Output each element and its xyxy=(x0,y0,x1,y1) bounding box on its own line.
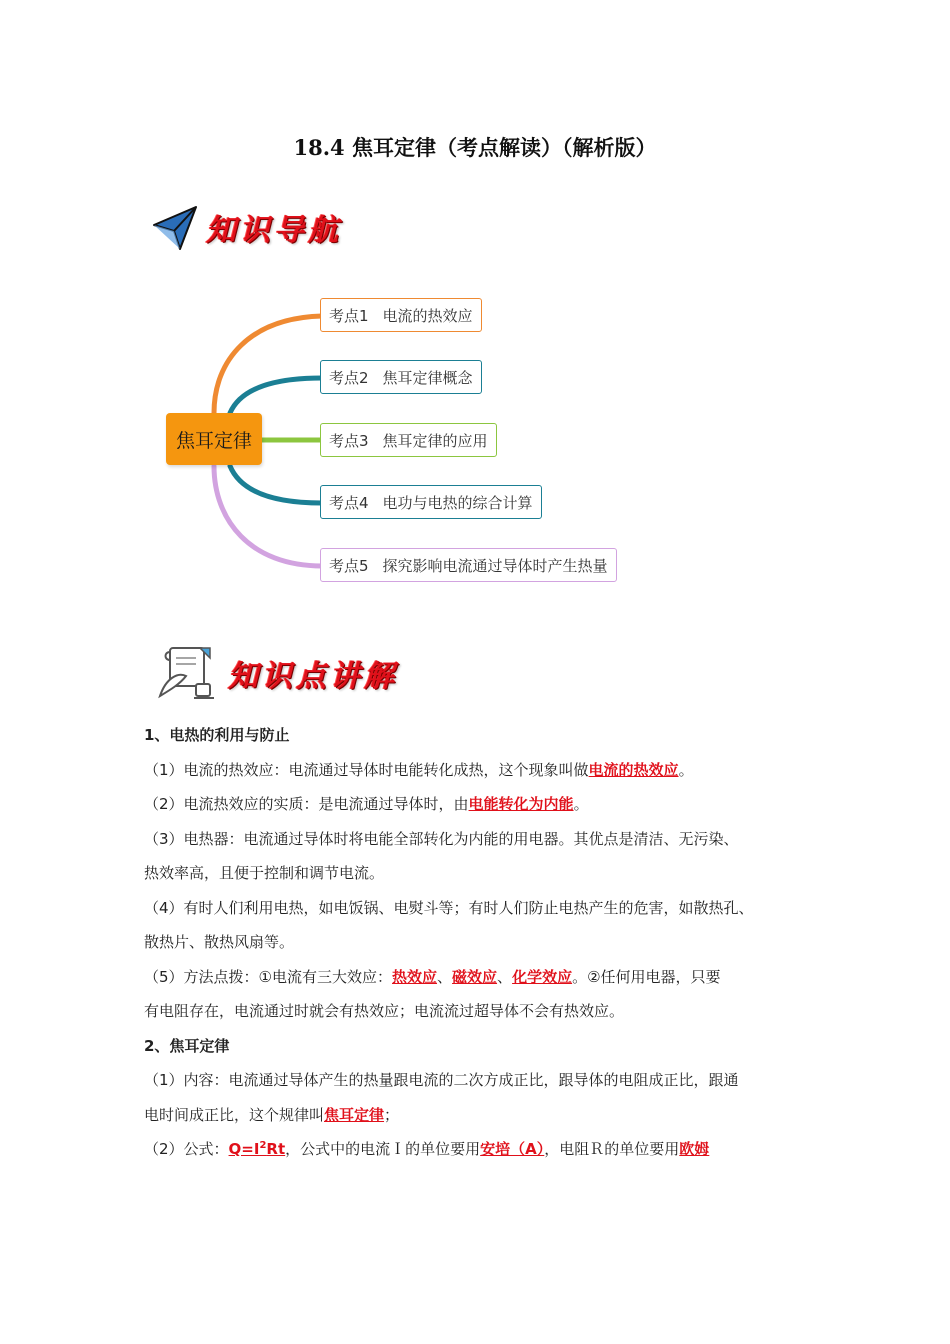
section-heading: 2、焦耳定律 xyxy=(144,1036,230,1055)
mindmap-node-5 xyxy=(320,548,617,582)
answer-highlight: 焦耳定律 xyxy=(324,1105,385,1124)
text: ，电阻Ｒ的单位要用 xyxy=(544,1140,680,1158)
mindmap-center-node: 焦耳定律 xyxy=(166,413,262,465)
answer-highlight: 化学效应 xyxy=(512,967,573,986)
paragraph xyxy=(144,1098,824,1133)
text: （2）公式： xyxy=(144,1140,229,1158)
node-label: 考点4 xyxy=(329,493,369,512)
scroll-quill-icon xyxy=(156,644,216,702)
formula-exponent: 2 xyxy=(259,1140,267,1151)
mindmap-node-4 xyxy=(320,485,542,519)
text: 。 xyxy=(678,760,694,779)
answer-highlight: 欧姆 xyxy=(679,1140,710,1158)
answer-highlight: 安培（A） xyxy=(480,1140,545,1158)
node-text: 电功与电热的综合计算 xyxy=(382,493,533,512)
node-label: 考点1 xyxy=(329,306,369,325)
paragraph xyxy=(144,1132,824,1167)
node-text: 电流的热效应 xyxy=(382,306,473,325)
paragraph-line: 热效率高，且便于控制和调节电流。 xyxy=(144,864,385,882)
paragraph xyxy=(144,753,824,788)
explanation-content xyxy=(144,718,824,1167)
text: ； xyxy=(384,1105,400,1124)
answer-highlight: 热效应 xyxy=(392,967,438,986)
banner-knowledge-nav xyxy=(152,203,342,251)
paragraph xyxy=(144,960,824,995)
text: 电时间成正比，这个规律叫 xyxy=(144,1105,325,1124)
answer-highlight: 磁效应 xyxy=(452,967,498,986)
formula-part: Rt xyxy=(266,1140,286,1158)
formula xyxy=(229,1140,286,1158)
answer-highlight: 电流的热效应 xyxy=(588,760,679,779)
paragraph xyxy=(144,787,824,822)
text: 。 xyxy=(573,795,589,813)
text: （1）电流的热效应：电流通过导体时电能转化成热，这个现象叫做 xyxy=(144,760,589,779)
branch-1 xyxy=(214,316,322,413)
banner-knowledge-explain xyxy=(156,644,398,702)
paragraph-line: 有电阻存在，电流通过时就会有热效应；电流流过超导体不会有热效应。 xyxy=(144,1002,625,1020)
text: 。②任何用电器，只要 xyxy=(572,967,721,986)
section-heading: 1、电热的利用与防止 xyxy=(144,726,290,744)
text: 、 xyxy=(497,967,513,986)
banner-explain-text: 知识点讲解 xyxy=(228,659,398,694)
banner-nav-text: 知识导航 xyxy=(206,213,342,248)
node-text: 探究影响电流通过导体时产生热量 xyxy=(382,556,608,575)
node-text: 焦耳定律概念 xyxy=(382,368,473,387)
text: （5）方法点拨：①电流有三大效应： xyxy=(144,967,392,986)
page-title: 18.4 焦耳定律（考点解读）（解析版） xyxy=(293,135,657,160)
paragraph-line: （1）内容：电流通过导体产生的热量跟电流的二次方成正比，跟导体的电阻成正比，跟通 xyxy=(144,1071,739,1089)
paragraph-line: 散热片、散热风扇等。 xyxy=(144,933,295,951)
text: （2）电流热效应的实质：是电流通过导体时，由 xyxy=(144,795,469,813)
mindmap-node-3 xyxy=(320,423,497,457)
branch-5 xyxy=(214,466,322,566)
node-label: 考点3 xyxy=(329,431,369,450)
branch-2 xyxy=(230,378,322,413)
mindmap-node-2 xyxy=(320,360,482,394)
text: 、 xyxy=(437,967,453,986)
paper-plane-icon xyxy=(152,203,198,251)
answer-highlight: 电能转化为内能 xyxy=(468,795,574,813)
node-label: 考点5 xyxy=(329,556,369,575)
branch-4 xyxy=(230,466,322,503)
mindmap-node-1 xyxy=(320,298,482,332)
text: ，公式中的电流Ｉ的单位要用 xyxy=(285,1140,481,1158)
paragraph-line: （4）有时人们利用电热，如电饭锅、电熨斗等；有时人们防止电热产生的危害，如散热孔、 xyxy=(144,898,754,917)
paragraph-line: （3）电热器：电流通过导体时将电能全部转化为内能的用电器。其优点是清洁、无污染、 xyxy=(144,829,739,848)
node-text: 焦耳定律的应用 xyxy=(382,431,488,450)
formula-part: Q=I xyxy=(228,1140,260,1158)
node-label: 考点2 xyxy=(329,368,369,387)
